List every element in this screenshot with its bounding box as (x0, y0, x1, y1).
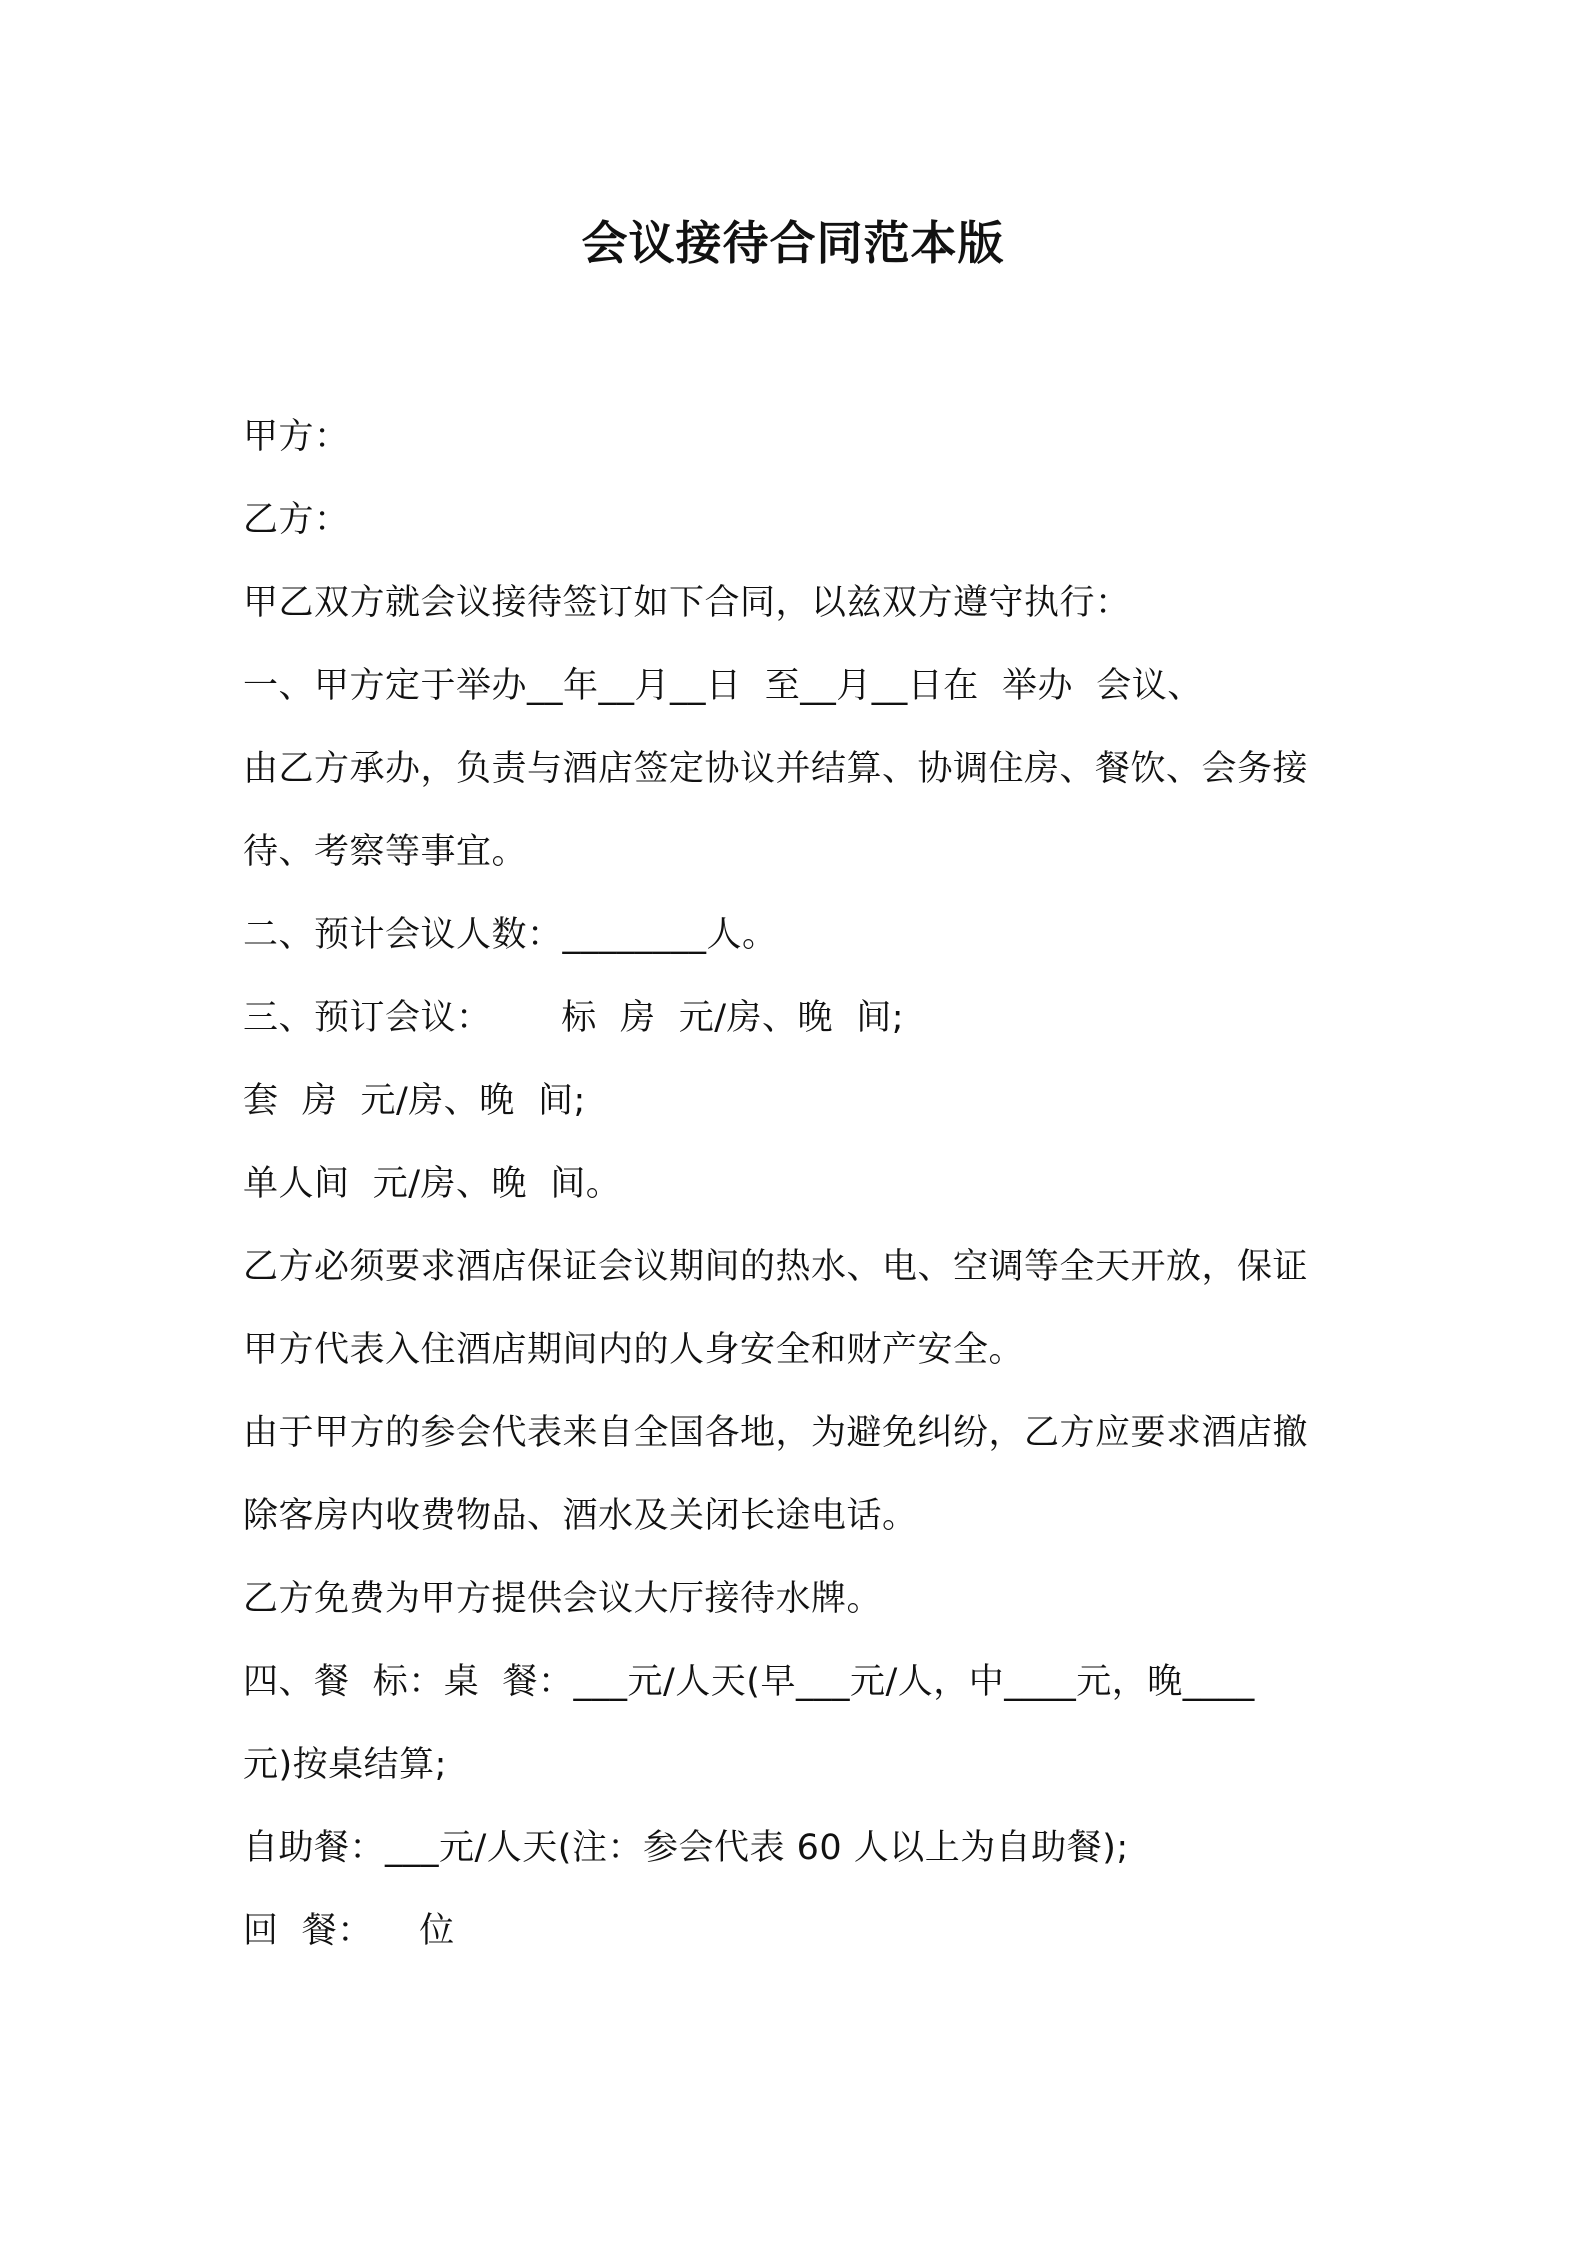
clause-4-line-1: 四、餐 标：桌 餐：___元/人天(早___元/人，中____元，晚____ (243, 1662, 1255, 1702)
dispute-avoidance-line-1: 由于甲方的参会代表来自全国各地，为避免纠纷，乙方应要求酒店撤 (243, 1413, 1309, 1453)
clause-1-line-2: 由乙方承办，负责与酒店签定协议并结算、协调住房、餐饮、会务接 (243, 749, 1309, 789)
document-title: 会议接待合同范本版 (581, 216, 1005, 270)
party-a-line: 甲方： (243, 417, 350, 457)
preamble-line: 甲乙双方就会议接待签订如下合同，以兹双方遵守执行： (243, 583, 1131, 623)
return-meal-line: 回 餐： 位 (243, 1911, 455, 1951)
hotel-requirement-line-2: 甲方代表入住酒店期间内的人身安全和财产安全。 (243, 1330, 1025, 1370)
clause-3-line-3: 单人间 元/房、晚 间。 (243, 1164, 622, 1204)
clause-1-line-3: 待、考察等事宜。 (243, 832, 528, 872)
clause-1-line-1: 一、甲方定于举办__年__月__日 至__月__日在 举办 会议、 (243, 666, 1203, 706)
hotel-requirement-line-1: 乙方必须要求酒店保证会议期间的热水、电、空调等全天开放，保证 (243, 1247, 1309, 1287)
clause-3-line-2: 套 房 元/房、晚 间; (243, 1081, 586, 1121)
party-b-line: 乙方： (243, 500, 350, 540)
document-body (243, 408, 1353, 1985)
clause-2-line: 二、预计会议人数：________人。 (243, 915, 778, 955)
signboard-line: 乙方免费为甲方提供会议大厅接待水牌。 (243, 1579, 883, 1619)
clause-3-line-1: 三、预订会议： 标 房 元/房、晚 间; (243, 998, 905, 1038)
dispute-avoidance-line-2: 除客房内收费物品、酒水及关闭长途电话。 (243, 1496, 918, 1536)
clause-4-line-2: 元)按桌结算; (243, 1745, 447, 1785)
buffet-line: 自助餐：___元/人天(注：参会代表 60 人以上为自助餐); (243, 1828, 1129, 1868)
